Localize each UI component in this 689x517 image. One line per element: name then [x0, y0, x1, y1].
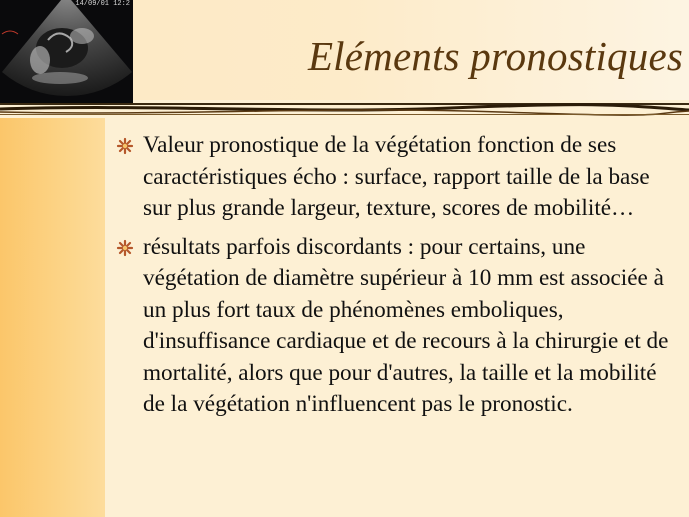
star-burst-icon	[116, 137, 134, 155]
bullet-text: résultats parfois discordants : pour certains, une végétation de diamètre supérieur à 10 mm est associée à un plus fort taux de phénomènes emboliques, d'insuffisance cardiaque et de recours à la chirurgie et de mortalité, alors que pour d'autres, la taille et la mobilité de la végétation n'influencent pas le pronostic.	[143, 233, 669, 417]
left-accent-band	[0, 118, 105, 517]
slide-title: Eléments pronostiques	[307, 33, 683, 79]
bullet-text: Valeur pronostique de la végétation fonction de ses caractéristiques écho : surface, rapport taille de la base sur plus grande largeur, texture, scores de mobilité…	[143, 132, 650, 221]
bullet-item	[116, 130, 676, 225]
star-burst-icon	[116, 239, 134, 257]
bullet-item	[116, 232, 676, 421]
echocardiogram-image	[0, 0, 133, 104]
slide-body	[116, 130, 676, 428]
decorative-separator	[0, 100, 689, 118]
echocardiogram-graphic	[0, 0, 133, 104]
echocardiogram-caption: 14/09/01 12:2	[75, 0, 130, 8]
